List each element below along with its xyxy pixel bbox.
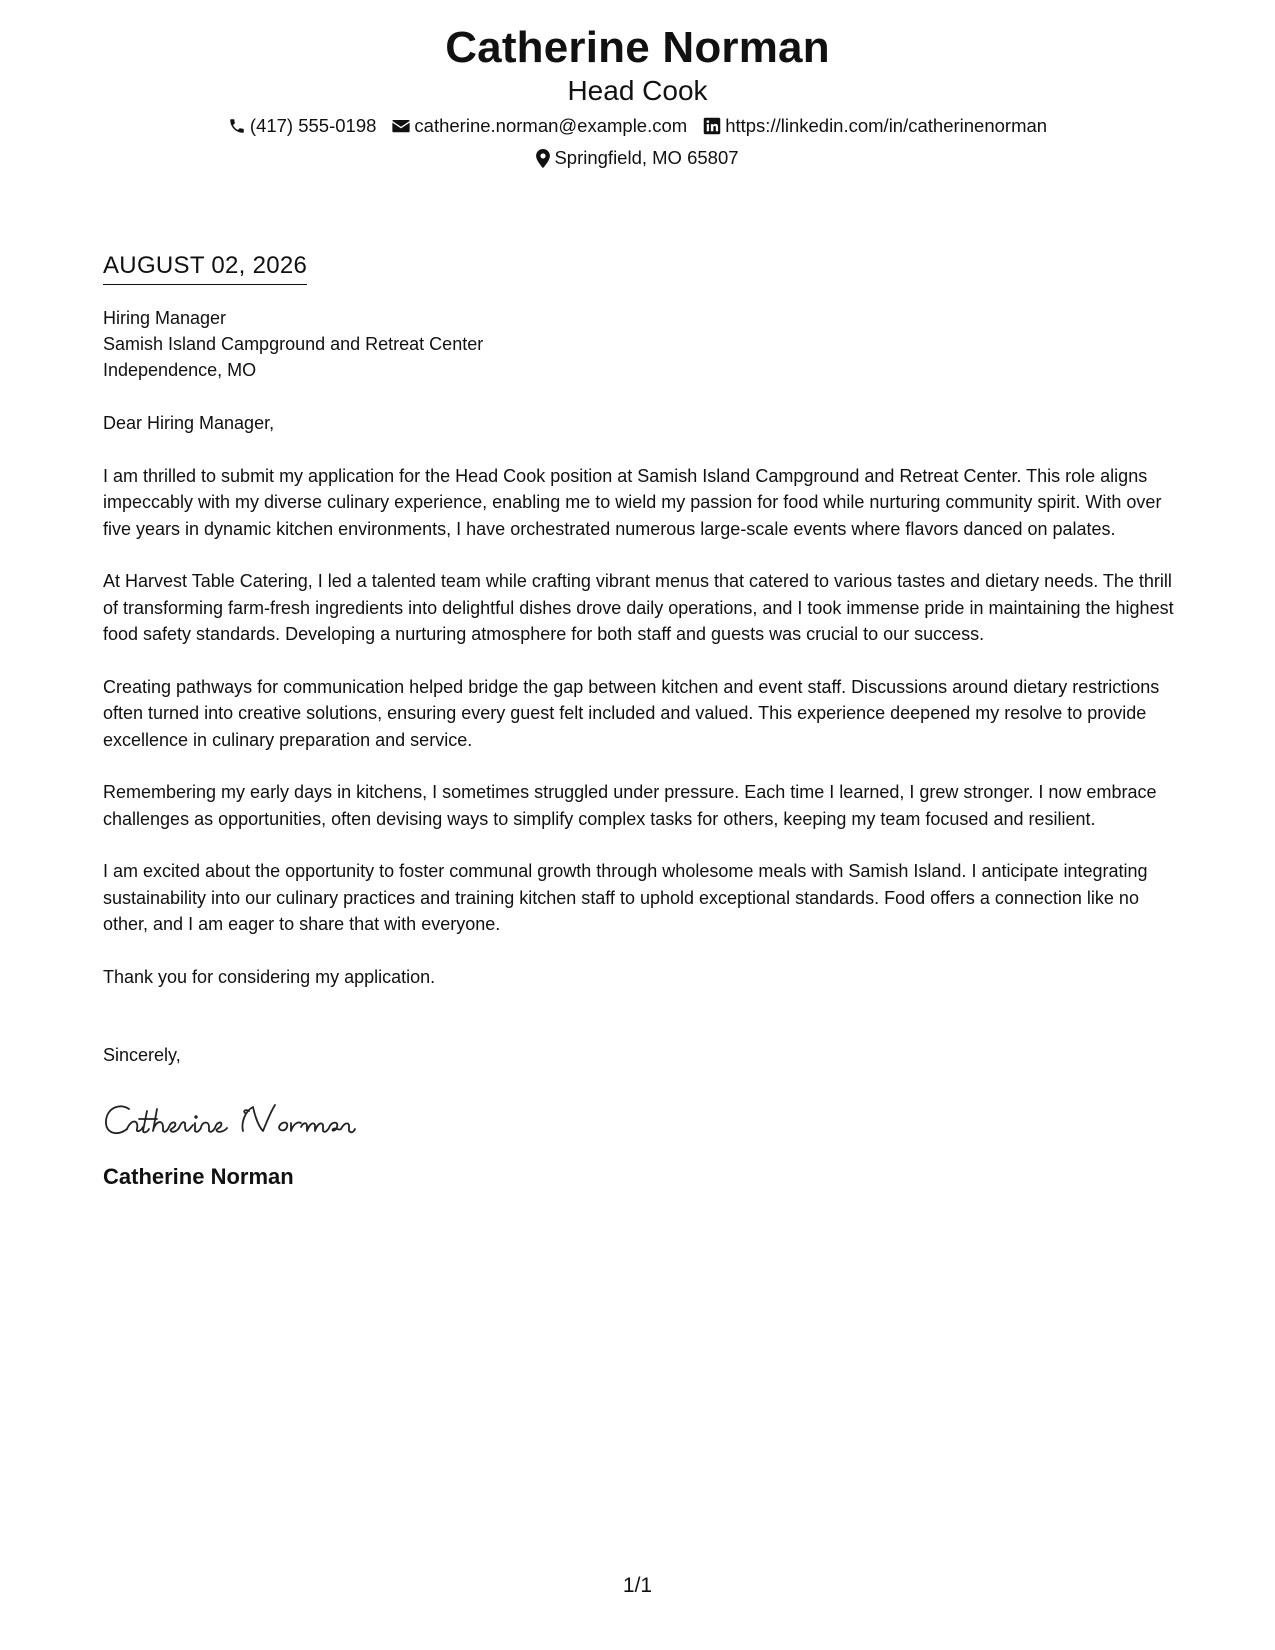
recipient-title: Hiring Manager: [103, 308, 227, 328]
contact-location: [536, 146, 738, 170]
paragraph-1: [103, 463, 1178, 543]
salutation: Dear Hiring Manager,: [103, 413, 275, 433]
signoff: Sincerely,: [103, 1045, 181, 1065]
contact-email[interactable]: [392, 114, 687, 138]
handwritten-signature: [103, 1097, 1178, 1143]
recipient-location: Independence, MO: [103, 360, 257, 380]
contact-row-location: [0, 146, 1275, 170]
letter-body: [103, 250, 1178, 1191]
paragraph-text: At Harvest Table Catering, I led a talented team while crafting vibrant menus that catered to various tastes and dietary needs. The thrill of transforming farm-fresh ingredients into delightful dishes drove daily operations, and I took immense pride in maintaining the highest food safety standards. Developing a nurturing atmosphere for both staff and guests was crucial to our success.: [103, 571, 1174, 644]
linkedin-text: https://linkedin.com/in/catherinenorman: [725, 115, 1048, 136]
phone-text: (417) 555-0198: [249, 115, 377, 136]
recipient-organization: Samish Island Campground and Retreat Center: [103, 334, 484, 354]
paragraph-4: [103, 779, 1178, 832]
paragraph-5: [103, 858, 1178, 938]
page-number: 1/1: [622, 1574, 653, 1597]
phone-icon: [228, 117, 246, 135]
envelope-icon: [392, 118, 410, 134]
location-text: Springfield, MO 65807: [554, 147, 739, 168]
contact-linkedin[interactable]: [703, 114, 1047, 138]
contact-phone: [228, 114, 377, 138]
linkedin-icon: [703, 117, 721, 135]
contact-row: [0, 114, 1275, 138]
map-pin-icon: [536, 149, 550, 168]
paragraph-text: I am thrilled to submit my application for the Head Cook position at Samish Island Campground and Retreat Center. This role aligns impeccably with my diverse culinary experience, enabling me to wield my passion for food while nurturing community spirit. With over five years in dynamic kitchen environments, I have orchestrated numerous large-scale events where flavors danced on palates.: [103, 465, 1162, 539]
letter-date: AUGUST 02, 2026: [103, 250, 307, 285]
paragraph-text: Creating pathways for communication helped bridge the gap between kitchen and event staff. Discussions around dietary restrictions often turned into creative solutions, ensuring every guest felt included and valued. This experience deepened my resolve to provide excellence in culinary preparation and service.: [103, 676, 1160, 750]
recipient-block: [103, 305, 1178, 383]
email-text: catherine.norman@example.com: [414, 115, 688, 136]
paragraph-2: [103, 568, 1178, 648]
closing-thanks: Thank you for considering my application.: [103, 966, 436, 987]
letter-header: [0, 22, 1275, 170]
paragraph-3: [103, 674, 1178, 754]
paragraph-text: I am excited about the opportunity to foster communal growth through wholesome meals with Samish Island. I anticipate integrating sustainability into our culinary practices and training kitchen staff to uphold exceptional standards. Food offers a connection like no other, and I am eager to share that with everyone.: [103, 861, 1148, 934]
applicant-name: Catherine Norman: [445, 23, 830, 72]
applicant-title: Head Cook: [567, 75, 708, 106]
paragraph-text: Remembering my early days in kitchens, I sometimes struggled under pressure. Each time I learned, I grew stronger. I now embrace challenges as opportunities, often devising ways to simplify complex tasks for others, keeping my team focused and resilient.: [103, 782, 1157, 829]
signer-name: Catherine Norman: [103, 1163, 294, 1189]
